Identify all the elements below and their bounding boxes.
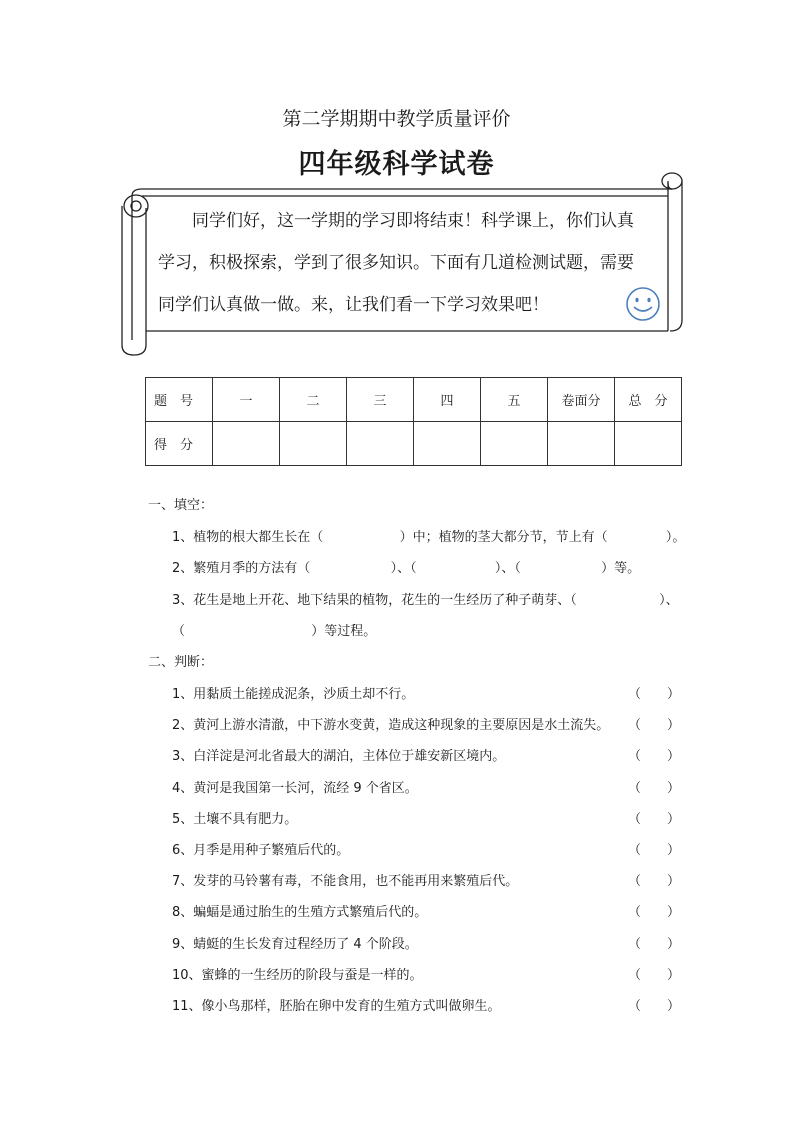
score-cell[interactable] [213,422,280,466]
intro-text [158,200,678,326]
exam-subtitle: 第二学期期中教学质量评价 [282,108,511,130]
q2-text-d: ）等。 [601,561,641,576]
col-section-1: 一 [213,378,280,422]
score-cell[interactable] [347,422,414,466]
judgement-item [172,777,682,796]
judgement-answer-box[interactable]: （ ） [628,843,681,858]
judgement-item [172,683,682,702]
judgement-answer-box[interactable]: （ ） [628,967,681,983]
q1-text-a: 1、植物的根大都生长在（ [172,530,324,545]
col-section-4: 四 [414,378,481,422]
section-1-heading: 一、填空： [148,498,214,513]
judgement-item [172,745,682,764]
q3-text-c: （ [172,624,186,639]
score-cell[interactable] [615,422,682,466]
q3-text-d: ）等过程。 [311,624,377,639]
q2-text-c: ）、（ [494,561,521,576]
intro-line-2: 学习，积极探索，学到了很多知识。下面有几道检测试题，需要 [158,253,634,273]
judgement-text: 1、用黏质土能搓成泥条，沙质土却不行。 [172,687,415,702]
judgement-text: 3、白洋淀是河北省最大的湖泊，主体位于雄安新区境内。 [172,749,506,765]
judgement-text: 11、像小鸟那样，胚胎在卵中发育的生殖方式叫做卵生。 [172,999,501,1014]
col-section-2: 二 [280,378,347,422]
judgement-answer-box[interactable]: （ ） [628,811,681,827]
score-table-score-row [146,422,682,466]
judgement-item [172,964,682,983]
smiley-face-icon [624,285,662,323]
score-cell[interactable] [414,422,481,466]
fill-question-3-cont [172,620,376,639]
fill-question-3 [172,589,679,608]
judgement-item [172,808,682,827]
judgement-item [172,839,682,858]
fill-question-2 [172,557,640,576]
intro-line-1: 同学们好，这一学期的学习即将结束！科学课上，你们认真 [192,211,634,231]
judgement-answer-box[interactable]: （ ） [628,687,681,702]
q1-text-b: ）中；植物的茎大都分节，节上有（ [399,530,608,545]
score-table [145,377,682,466]
judgement-text: 8、蝙蝠是通过胎生的生殖方式繁殖后代的。 [172,905,428,921]
judgement-answer-box[interactable]: （ ） [628,874,681,890]
q2-text-b: ）、（ [390,561,417,576]
judgement-text: 9、蜻蜓的生长发育过程经历了 4 个阶段。 [172,936,418,952]
fill-question-1 [172,526,685,545]
judgement-item [172,901,682,920]
col-total: 总 分 [615,378,682,422]
judgement-text: 4、黄河是我国第一长河，流经 9 个省区。 [172,780,418,796]
q3-text-b: ）、 [659,593,679,608]
judgement-text: 7、发芽的马铃薯有毒，不能食用，也不能再用来繁殖后代。 [172,874,519,890]
q3-text-a: 3、花生是地上开花、地下结果的植物，花生的一生经历了种子萌芽、（ [172,593,577,608]
col-section-3: 三 [347,378,414,422]
judgement-text: 2、黄河上游水清澈，中下游水变黄，造成这种现象的主要原因是水土流失。 [172,718,610,734]
col-neatness: 卷面分 [548,378,615,422]
col-section-5: 五 [481,378,548,422]
judgement-item [172,714,682,733]
exam-title: 四年级科学试卷 [298,149,495,180]
score-cell[interactable] [280,422,347,466]
judgement-answer-box[interactable]: （ ） [628,936,681,952]
judgement-answer-box[interactable]: （ ） [628,905,681,921]
judgement-answer-box[interactable]: （ ） [628,780,681,796]
section-2-heading: 二、判断： [148,655,214,670]
judgement-text: 10、蜜蜂的一生经历的阶段与蚕是一样的。 [172,967,423,983]
col-question-number: 题 号 [146,378,213,422]
score-cell[interactable] [481,422,548,466]
judgement-answer-box[interactable]: （ ） [628,749,681,765]
judgement-text: 5、土壤不具有肥力。 [172,811,298,827]
judgement-answer-box[interactable]: （ ） [628,718,681,734]
row-score-label: 得 分 [146,422,213,466]
judgement-answer-box[interactable]: （ ） [628,999,681,1014]
score-table-header-row [146,378,682,422]
q1-text-c: ）。 [665,530,686,545]
judgement-item [172,870,682,889]
intro-line-3: 同学们认真做一做。来，让我们看一下学习效果吧！ [158,295,549,315]
q2-text-a-real: 2、繁殖月季的方法有（ [172,561,311,576]
judgement-item [172,933,682,952]
judgement-text: 6、月季是用种子繁殖后代的。 [172,843,350,858]
judgement-item [172,995,682,1014]
score-cell[interactable] [548,422,615,466]
